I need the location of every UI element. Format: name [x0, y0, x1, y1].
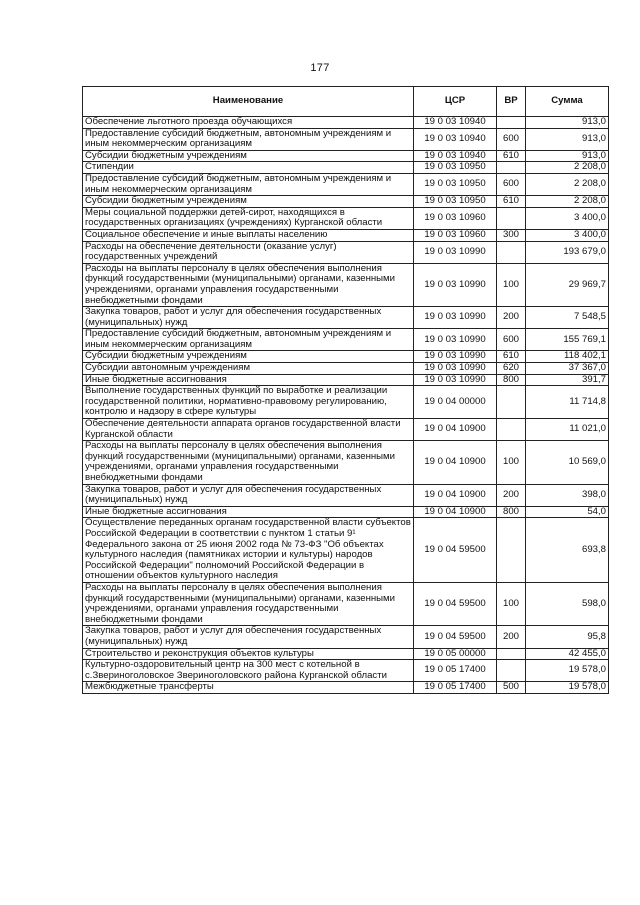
- table-row: [83, 196, 609, 208]
- row-sum-cell: 29 969,7: [526, 263, 609, 306]
- budget-table: [82, 86, 609, 694]
- page-number: 177: [310, 62, 330, 74]
- row-csr-cell: 19 0 05 00000: [414, 648, 497, 660]
- row-sum-cell: 118 402,1: [526, 351, 609, 363]
- row-vr-cell: 610: [497, 196, 526, 208]
- row-vr-cell: 620: [497, 363, 526, 375]
- table-row: [83, 229, 609, 241]
- table-row: [83, 648, 609, 660]
- row-vr-cell: 800: [497, 506, 526, 518]
- row-csr-cell: 19 0 03 10950: [414, 196, 497, 208]
- table-row: [83, 660, 609, 682]
- row-csr-cell: 19 0 03 10940: [414, 128, 497, 150]
- row-sum-cell: 398,0: [526, 484, 609, 506]
- row-name-cell: Предоставление субсидий бюджетным, автономным учреждениям и иным некоммерческим организациям: [83, 329, 414, 351]
- row-name-cell: Закупка товаров, работ и услуг для обеспечения государственных (муниципальных) нужд: [83, 484, 414, 506]
- row-sum-cell: 19 578,0: [526, 682, 609, 694]
- row-vr-cell: 200: [497, 484, 526, 506]
- row-name-cell: Субсидии бюджетным учреждениям: [83, 196, 414, 208]
- row-name-cell: Предоставление субсидий бюджетным, автономным учреждениям и иным некоммерческим организациям: [83, 173, 414, 195]
- row-vr-cell: [497, 419, 526, 441]
- row-vr-cell: [497, 648, 526, 660]
- row-sum-cell: 2 208,0: [526, 196, 609, 208]
- row-name-cell: Предоставление субсидий бюджетным, автономным учреждениям и иным некоммерческим организациям: [83, 128, 414, 150]
- row-sum-cell: 11 021,0: [526, 419, 609, 441]
- row-name-cell: Субсидии автономным учреждениям: [83, 363, 414, 375]
- row-vr-cell: 100: [497, 441, 526, 484]
- table-row: [83, 682, 609, 694]
- row-vr-cell: 610: [497, 150, 526, 162]
- table-row: [83, 351, 609, 363]
- row-csr-cell: 19 0 03 10950: [414, 173, 497, 195]
- header-vr: ВР: [497, 87, 526, 117]
- row-sum-cell: 7 548,5: [526, 307, 609, 329]
- table-row: [83, 582, 609, 625]
- table-row: [83, 207, 609, 229]
- row-sum-cell: 155 769,1: [526, 329, 609, 351]
- row-csr-cell: 19 0 05 17400: [414, 682, 497, 694]
- row-name-cell: Выполнение государственных функций по выработке и реализации государственной политики, нормативно-правовому регулированию, контролю и надзору в сфере культуры: [83, 386, 414, 419]
- row-sum-cell: 391,7: [526, 374, 609, 386]
- row-csr-cell: 19 0 03 10990: [414, 374, 497, 386]
- row-sum-cell: 3 400,0: [526, 207, 609, 229]
- table-row: [83, 128, 609, 150]
- row-name-cell: Обеспечение деятельности аппарата органов государственной власти Курганской области: [83, 419, 414, 441]
- table-row: [83, 484, 609, 506]
- row-sum-cell: 2 208,0: [526, 173, 609, 195]
- row-name-cell: Социальное обеспечение и иные выплаты населению: [83, 229, 414, 241]
- row-vr-cell: 100: [497, 263, 526, 306]
- row-sum-cell: 193 679,0: [526, 241, 609, 263]
- row-csr-cell: 19 0 03 10990: [414, 263, 497, 306]
- row-name-cell: Иные бюджетные ассигнования: [83, 374, 414, 386]
- row-sum-cell: 913,0: [526, 117, 609, 129]
- row-name-cell: Осуществление переданных органам государственной власти субъектов Российской Федерации в соответствии с пунктом 1 статьи 9¹ Федерального закона от 25 июня 2002 года № 73-ФЗ "Об объектах культурного наследия (памятниках истории и культуры) народов Российской Федерации" полномочий Российской Федерации в отношении объектов культурного наследия: [83, 518, 414, 583]
- row-vr-cell: [497, 518, 526, 583]
- row-csr-cell: 19 0 03 10990: [414, 307, 497, 329]
- row-csr-cell: 19 0 03 10940: [414, 150, 497, 162]
- row-csr-cell: 19 0 05 17400: [414, 660, 497, 682]
- row-sum-cell: 913,0: [526, 128, 609, 150]
- table-row: [83, 162, 609, 174]
- row-sum-cell: 19 578,0: [526, 660, 609, 682]
- row-csr-cell: 19 0 04 00000: [414, 386, 497, 419]
- row-vr-cell: 200: [497, 307, 526, 329]
- row-csr-cell: 19 0 03 10940: [414, 117, 497, 129]
- row-csr-cell: 19 0 04 10900: [414, 419, 497, 441]
- row-vr-cell: [497, 162, 526, 174]
- row-sum-cell: 913,0: [526, 150, 609, 162]
- row-name-cell: Закупка товаров, работ и услуг для обеспечения государственных (муниципальных) нужд: [83, 307, 414, 329]
- table-row: [83, 626, 609, 648]
- row-name-cell: Межбюджетные трансферты: [83, 682, 414, 694]
- row-name-cell: Субсидии бюджетным учреждениям: [83, 150, 414, 162]
- row-sum-cell: 2 208,0: [526, 162, 609, 174]
- row-name-cell: Расходы на обеспечение деятельности (оказание услуг) государственных учреждений: [83, 241, 414, 263]
- table-row: [83, 386, 609, 419]
- row-csr-cell: 19 0 04 59500: [414, 626, 497, 648]
- row-csr-cell: 19 0 04 59500: [414, 518, 497, 583]
- table-row: [83, 173, 609, 195]
- row-vr-cell: 800: [497, 374, 526, 386]
- row-name-cell: Культурно-оздоровительный центр на 300 мест с котельной в с.Звериноголовское Звериноголовского района Курганской области: [83, 660, 414, 682]
- row-vr-cell: 500: [497, 682, 526, 694]
- row-sum-cell: 11 714,8: [526, 386, 609, 419]
- row-name-cell: Расходы на выплаты персоналу в целях обеспечения выполнения функций государственными (муниципальными) органами, казенными учреждениями, органами управления государственными внебюджетными фондами: [83, 582, 414, 625]
- row-vr-cell: [497, 660, 526, 682]
- table-row: [83, 374, 609, 386]
- row-csr-cell: 19 0 03 10990: [414, 241, 497, 263]
- row-csr-cell: 19 0 03 10960: [414, 229, 497, 241]
- row-name-cell: Стипендии: [83, 162, 414, 174]
- table-row: [83, 263, 609, 306]
- row-vr-cell: 100: [497, 582, 526, 625]
- row-name-cell: Обеспечение льготного проезда обучающихся: [83, 117, 414, 129]
- row-vr-cell: 600: [497, 329, 526, 351]
- row-sum-cell: 95,8: [526, 626, 609, 648]
- row-vr-cell: 300: [497, 229, 526, 241]
- table-header-row: [83, 87, 609, 117]
- table-row: [83, 518, 609, 583]
- row-csr-cell: 19 0 04 10900: [414, 506, 497, 518]
- row-csr-cell: 19 0 03 10990: [414, 351, 497, 363]
- row-vr-cell: 610: [497, 351, 526, 363]
- table-row: [83, 150, 609, 162]
- table-row: [83, 307, 609, 329]
- table-row: [83, 363, 609, 375]
- row-csr-cell: 19 0 03 10990: [414, 363, 497, 375]
- table-row: [83, 419, 609, 441]
- row-vr-cell: [497, 117, 526, 129]
- row-vr-cell: [497, 207, 526, 229]
- row-csr-cell: 19 0 03 10950: [414, 162, 497, 174]
- row-name-cell: Меры социальной поддержки детей-сирот, находящихся в государственных организациях (учреждениях) Курганской области: [83, 207, 414, 229]
- row-sum-cell: 598,0: [526, 582, 609, 625]
- row-csr-cell: 19 0 03 10990: [414, 329, 497, 351]
- table-row: [83, 506, 609, 518]
- row-vr-cell: 200: [497, 626, 526, 648]
- table-body: [83, 117, 609, 694]
- row-name-cell: Субсидии бюджетным учреждениям: [83, 351, 414, 363]
- table-row: [83, 117, 609, 129]
- row-sum-cell: 37 367,0: [526, 363, 609, 375]
- row-sum-cell: 3 400,0: [526, 229, 609, 241]
- table-row: [83, 241, 609, 263]
- header-csr: ЦСР: [414, 87, 497, 117]
- row-name-cell: Расходы на выплаты персоналу в целях обеспечения выполнения функций государственными (муниципальными) органами, казенными учреждениями, органами управления государственными внебюджетными фондами: [83, 263, 414, 306]
- row-name-cell: Расходы на выплаты персоналу в целях обеспечения выполнения функций государственными (муниципальными) органами, казенными учреждениями, органами управления государственными внебюджетными фондами: [83, 441, 414, 484]
- row-vr-cell: [497, 386, 526, 419]
- row-name-cell: Иные бюджетные ассигнования: [83, 506, 414, 518]
- row-vr-cell: [497, 241, 526, 263]
- table-row: [83, 329, 609, 351]
- row-vr-cell: 600: [497, 128, 526, 150]
- row-name-cell: Строительство и реконструкция объектов культуры: [83, 648, 414, 660]
- header-name: Наименование: [83, 87, 414, 117]
- row-vr-cell: 600: [497, 173, 526, 195]
- row-csr-cell: 19 0 04 10900: [414, 441, 497, 484]
- row-sum-cell: 693,8: [526, 518, 609, 583]
- row-sum-cell: 54,0: [526, 506, 609, 518]
- header-sum: Сумма: [526, 87, 609, 117]
- row-csr-cell: 19 0 04 10900: [414, 484, 497, 506]
- row-csr-cell: 19 0 04 59500: [414, 582, 497, 625]
- row-name-cell: Закупка товаров, работ и услуг для обеспечения государственных (муниципальных) нужд: [83, 626, 414, 648]
- row-sum-cell: 42 455,0: [526, 648, 609, 660]
- row-sum-cell: 10 569,0: [526, 441, 609, 484]
- table-row: [83, 441, 609, 484]
- row-csr-cell: 19 0 03 10960: [414, 207, 497, 229]
